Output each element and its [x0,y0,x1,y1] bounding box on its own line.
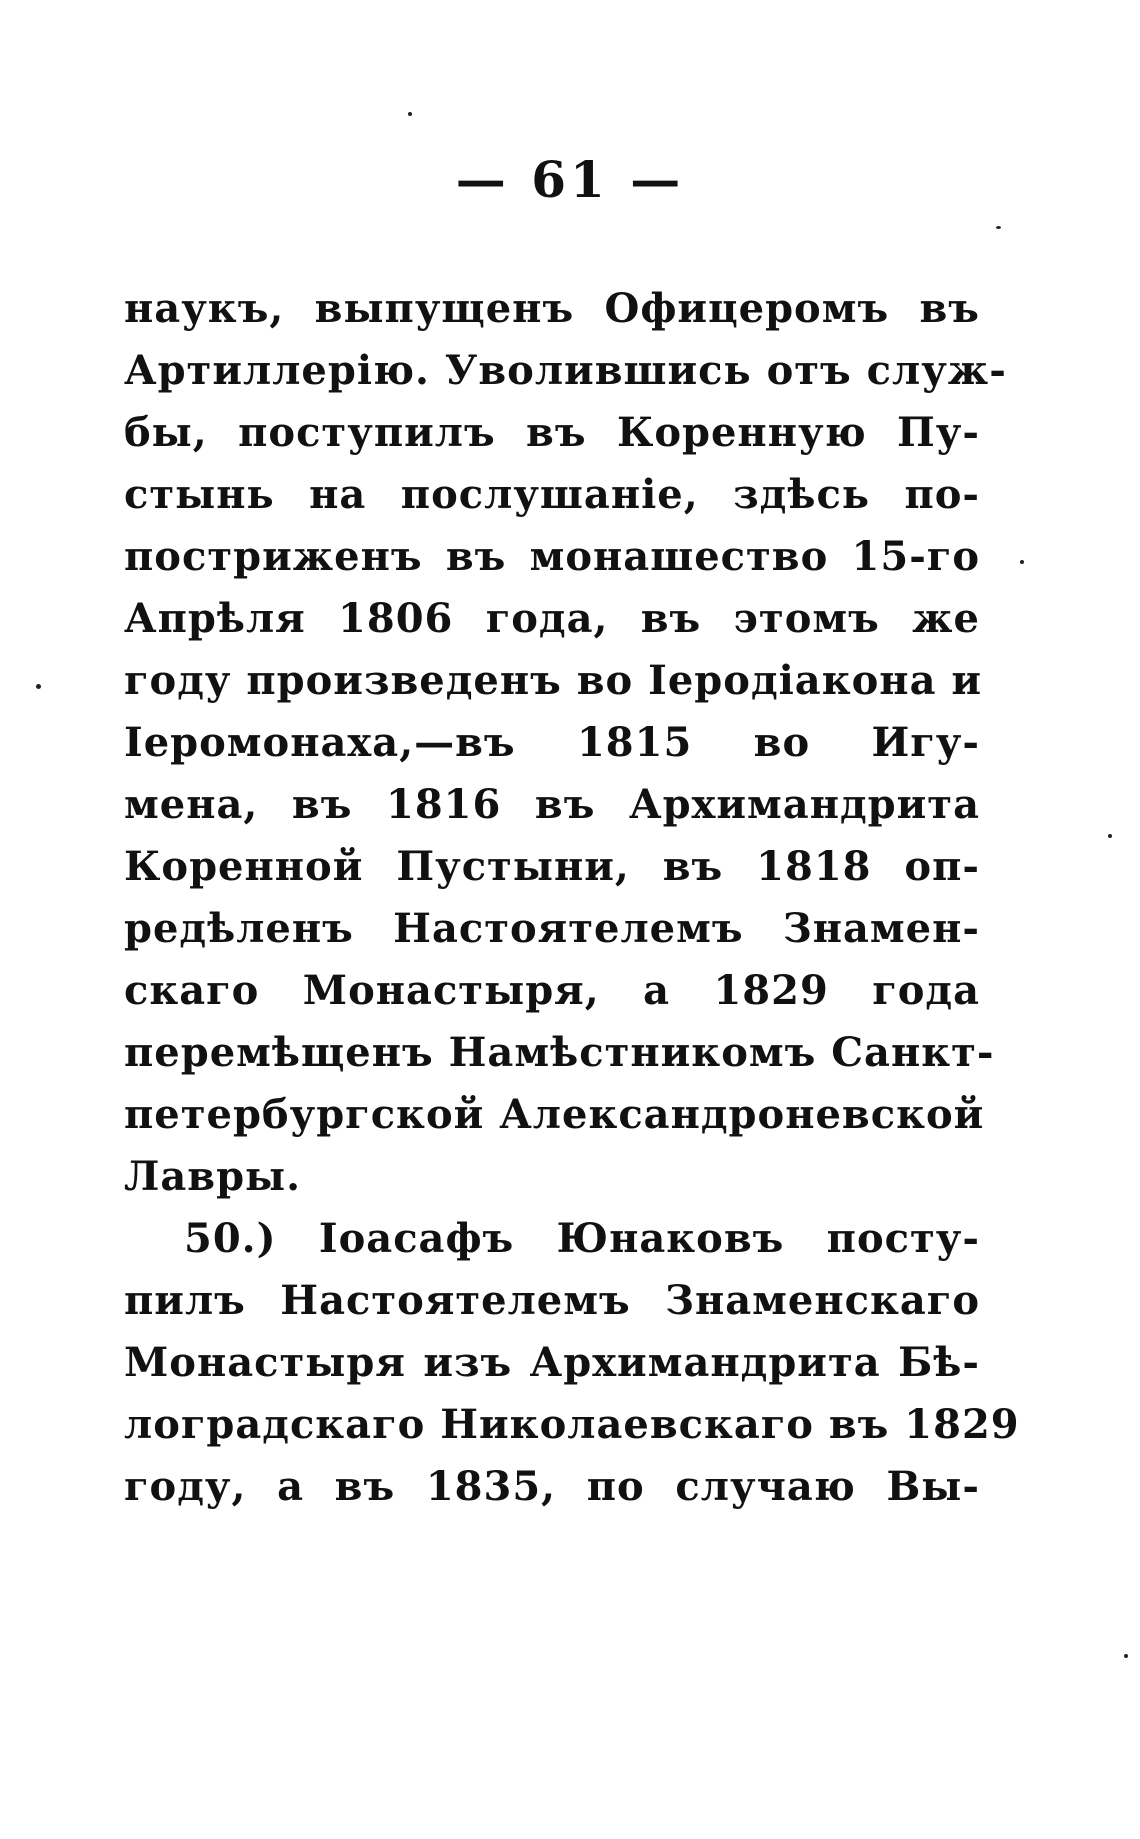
text-line: пилъ Настоятелемъ Знаменскаго [124,1277,980,1324]
text-line: скаго Монастыря, а 1829 года [124,967,980,1014]
page-number: — 61 — [455,150,685,209]
scan-speck [1124,1654,1128,1658]
text-line: Лавры. [124,1153,302,1200]
text-line: мена, въ 1816 въ Архимандрита [124,781,980,828]
text-line: постриженъ въ монашество 15-го [124,533,980,580]
scan-speck [36,684,41,689]
scan-speck [408,112,412,116]
body-text [124,278,1020,1518]
text-line: бы, поступилъ въ Коренную Пу- [124,409,980,456]
text-line: Апрѣля 1806 года, въ этомъ же [124,595,980,642]
text-line: петербургской Александроневской [124,1091,985,1138]
paragraph-start-line: 50.) Іоасафъ Юнаковъ посту- [184,1215,980,1262]
text-line: Коренной Пустыни, въ 1818 оп- [124,843,980,890]
text-line: логрaдскаго Николаевскаго въ 1829 [124,1401,1020,1448]
text-line: стынь на послушаніе, здѣсь по- [124,471,980,518]
text-line: наукъ, выпущенъ Офицеромъ въ [124,285,980,332]
scan-speck [1020,560,1024,564]
text-line: году, а въ 1835, по случаю Вы- [124,1463,980,1510]
text-line: перемѣщенъ Намѣстникомъ Санкт- [124,1029,995,1076]
text-line: Монастыря изъ Архимандрита Бѣ- [124,1339,980,1386]
text-line: редѣленъ Настоятелемъ Знамен- [124,905,980,952]
scan-speck [1108,834,1112,838]
scan-speck [996,226,1001,229]
text-line: Іеромонаха,—въ 1815 во Игу- [124,719,980,766]
text-line: Артиллерію. Уволившись отъ служ- [124,347,1007,394]
text-line: году произведенъ во Іеродіакона и [124,657,983,704]
